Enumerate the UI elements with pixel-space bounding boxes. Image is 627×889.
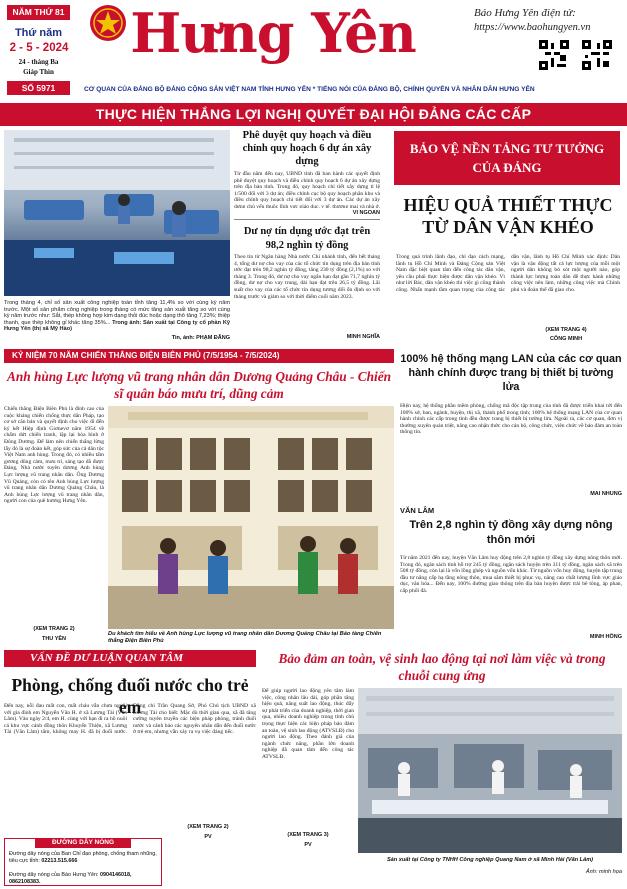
ideology-section-box: [394, 131, 620, 185]
safety-photo-credit: Ảnh: minh họa: [585, 869, 622, 875]
hotline-box: [4, 838, 162, 886]
lending-author: MINH NGHĨA: [346, 334, 380, 340]
dien-bien-body: Chiến thắng Điện Biên Phủ là đỉnh cao của cuộc kháng chiến chống thực dân Pháp, tạo cơ sở căn bản và quyết định cho việc đi đến ký kết Hiệp định Giơnevơ năm 1954 về chấm dứt chiến tranh, lập lại hòa bình ở Đông Dương. Để làm nên chiến thắng lừng lẫy đó là sự đoàn kết, góp sức của cả dân tộc Việt Nam anh hùng. Trong đó, có nhiều tấm gương dũng cảm, mưu trí, sáng tạo đã được Đảng, Nhà nước tuyên dương Anh hùng Lực lượng vũ trang nhân dân. Ông Dương Vũ Quảng, còn có tên Anh hùng Lực lượng vũ trang nhân dân Dương Quảng Châu, là Anh hùng Lực lượng vũ trang nhân dân, người con của quê hương Hưng Yên.: [4, 406, 104, 505]
museum-photo-caption: Du khách tìm hiểu về Anh hùng Lực lượng vũ trang nhân dân Dương Quảng Châu tại Bảo tàng Chiến thắng Điện Biên Phủ: [108, 631, 382, 644]
qr-code-icon: [539, 40, 569, 70]
opinion-see-page: (XEM TRANG 2): [187, 824, 229, 830]
hotline-line2: [9, 872, 159, 885]
dien-bien-author: THU YÊN: [41, 636, 67, 642]
photo-caption: [4, 300, 230, 333]
opinion-author: PV: [204, 834, 212, 840]
safety-photo-caption: Sản xuất tại Công ty TNHH Công nghiệp Quang Nam ở xã Minh Hải (Văn Lâm): [386, 857, 594, 863]
opinion-body: Đến nay, nỗi đau mất con, mất cháu vẫn chưa nguôi với gia đình em Nguyễn Văn H. ở xã Lương Tài (Văn Lâm). Vào ngày 2/4, em H. cùng với bạn đi ra hồ nuôi cá khu vực cánh đồng thôn Khuyến Thiện, xã Lương Tài (Văn Lâm) tắm, không may H. đã bị đuối nước. Đồng chí Trần Quang Sở, Phó Chủ tịch UBND xã Lương Tài cho biết: Mặc dù thời gian qua, xã đã tăng cường tuyên truyền các biện pháp phòng, tránh đuối nước và cảnh báo các nguyên nhân dẫn đến đuối nước ở trẻ em, nhưng vẫn xảy ra vụ việc đáng tiếc.: [4, 703, 256, 736]
hotline-line1: [9, 851, 159, 864]
hotline-line1-number: 02213.515.666: [41, 857, 78, 864]
planning-author: VI NGOAN: [352, 210, 380, 216]
factory-photo: [4, 130, 230, 296]
safety-author: PV: [304, 842, 312, 848]
dien-bien-see-page: (XEM TRANG 2): [33, 626, 75, 632]
lending-title: Dư nợ tín dụng ước đạt trên 98,2 nghìn tỷ đồng: [243, 226, 371, 251]
party-emblem-icon: [89, 4, 127, 42]
museum-photo: [108, 406, 394, 629]
ideology-see-page: (XEM TRANG 4): [545, 327, 587, 333]
factory-safety-photo: [358, 688, 622, 853]
safety-see-page: (XEM TRANG 3): [287, 832, 329, 838]
caption-bold: Trong ảnh: Sản xuất tại Công ty cổ phần Kỹ Hưng Yên (thị xã Mỹ Hào): [4, 319, 230, 333]
weekday: Thứ năm: [14, 27, 63, 39]
banner-title: THỰC HIỆN THẮNG LỢI NGHỊ QUYẾT ĐẠI HỘI ĐẢNG CÁC CẤP: [0, 103, 627, 126]
van-lam-body: Từ năm 2021 đến nay, huyện Văn Lâm huy động trên 2,8 nghìn tỷ đồng xây dựng nông thôn mới. Trong đó, ngân sách tỉnh hỗ trợ 245 tỷ đồng, ngân sách huyện trên 311 tỷ đồng, ngân sách xã trên 508 tỷ đồng, còn lại là vốn lồng ghép và nguồn vốn khác. Từ nguồn vốn huy động, huyện tập trung đầu tư nâng cấp hạ tầng nông thôn, mua sắm thiết bị phục vụ, nâng cao chất lượng lĩnh vực giáo dục, văn hóa... Đến nay, 100% đường giao thông trên địa bàn huyện được trải bê tông, áp phan, cấp phối đá.: [400, 555, 622, 594]
lan-title: 100% hệ thống mạng LAN của các cơ quan hành chính được trang bị thiết bị tường lửa: [400, 353, 622, 393]
dien-bien-title: Anh hùng Lực lượng vũ trang nhân dân Dương Quảng Châu - Chiến sĩ quân báo mưu trí, dũng cảm: [6, 369, 392, 401]
lending-body: Theo tin từ Ngân hàng Nhà nước Chi nhánh tỉnh, đến hết tháng 4, tổng dư nợ cho vay của các tổ chức tín dụng trên địa bàn tỉnh ước đạt trên 98,2 nghìn tỷ đồng, tăng 230 tỷ đồng (2,1%) so với tháng 3. Trong đó, dư nợ cho vay ngắn hạn đạt gần 71,7 nghìn tỷ đồng, dư nợ cho vay trung, dài hạn đạt trên 26,5 tỷ đồng. Lãi suất cho vay của các tổ chức tín dụng tương đối ổn định so với tháng trước và giảm so với thời điểm cuối năm 2023.: [234, 254, 380, 300]
hotline-line2-label: Đường dây nóng của Báo Hưng Yên:: [9, 872, 99, 878]
lan-author: MAI NHUNG: [590, 491, 622, 497]
lunar-date-line2: Giáp Thìn: [23, 68, 54, 76]
lan-body: Hiện nay, hệ thống phần mềm phòng, chống mã độc tập trung của tỉnh đã được triển khai tới đến 100% sở, ban, ngành, huyện, thị xã, thành phố trong tỉnh; 100% hệ thống mạng LAN của cơ quan hành chính các cấp trong tỉnh đều được trang bị thiết bị tường lửa. Ngoài ra, các cơ quan, đơn vị thường xuyên quán triệt, nâng cao nhận thức cho cán bộ, công chức, viên chức về bảo đảm an toàn thông tin.: [400, 403, 622, 436]
safety-body: Để giúp người lao động yên tâm làm việc, công nhân lâu dài, góp phần tăng hiệu quả, năng suất lao động, thúc đẩy sự phát triển của doanh nghiệp, thời gian qua, nhiều doanh nghiệp trong tỉnh chủ trọng thực hiện các biện pháp bảo đảm an toàn, vệ sinh lao động (ATVSLĐ) cho người lao động. Theo đánh giá của ngành chức năng, phần lớn doanh nghiệp đã quan tâm đến công tác ATVSLĐ.: [262, 688, 354, 760]
masthead: [0, 0, 627, 106]
e-paper-label: Báo Hưng Yên điện tử:: [474, 7, 576, 19]
website-link[interactable]: https://www.baohungyen.vn: [474, 22, 591, 33]
ideology-section-label: BẢO VỆ NỀN TẢNG TƯ TƯỞNG CỦA ĐẢNG: [409, 141, 605, 175]
planning-title: Phê duyệt quy hoạch và điều chỉnh quy hoạch 6 dự án xây dựng: [242, 130, 372, 167]
hotline-line2-number: 0904146018, 0862108383.: [9, 872, 132, 885]
ideology-title: HIỆU QUẢ THIẾT THỰC TỪ DÂN VẬN KHÉO: [403, 195, 613, 237]
hotline-line1-label: Đường dây nóng của Ban Chỉ đạo phòng, chống tham nhũng, tiêu cực tỉnh:: [9, 851, 157, 864]
van-lam-title: Trên 2,8 nghìn tỷ đồng xây dựng nông thôn mới: [409, 519, 613, 546]
ideology-body: Trong quá trình lãnh đạo, chỉ đạo cách mạng, lãnh tụ Hồ Chí Minh và Đảng Cộng sản Việt Nam đặc biệt quan tâm đến công tác dân vận, yêu cầu phải thực hiện được dân vận khéo. Vì như lời Bác, dân vận khéo thì việc gì cũng thành công. Nhấn mạnh tầm quan trọng của công tác dân vận, lãnh tụ Hồ Chí Minh xác định: Dân vận là vận động tất cả lực lượng của mỗi một người dân không bỏ sót một người nào, góp thành lực lượng toàn dân để thực hành những công việc nên làm, những công việc mà Chính phủ và đoàn thể đã giao cho.: [396, 254, 620, 293]
issue-year: NĂM THỨ 81: [7, 5, 70, 20]
qr-code-icon: [582, 40, 612, 70]
lunar-date-line1: 24 - tháng Ba: [18, 58, 59, 66]
safety-title: Bảo đảm an toàn, vệ sinh lao động tại nơi làm việc và trong chuỗi cung ứng: [278, 651, 606, 683]
site-logo: Hưng Yên: [130, 1, 416, 65]
issue-number: SỐ 5971: [7, 81, 70, 95]
van-lam-kicker: VĂN LÂM: [400, 506, 435, 515]
dien-bien-band: KỶ NIỆM 70 NĂM CHIẾN THẮNG ĐIỆN BIÊN PHỦ (7/5/1954 - 7/5/2024): [4, 349, 394, 363]
planning-body: Từ đầu năm đến nay, UBND tỉnh đã ban hành các quyết định phê duyệt quy hoạch và điều chỉnh quy hoạch 6 dự án xây dựng trên địa bàn tỉnh. Trong đó, quy hoạch chi tiết xây dựng tỉ lệ 1/500 đối với 3 dự án; điều chỉnh cục bộ quy hoạch phân khu và điều chỉnh quy hoạch chi tiết đối với 3 dự án. Các dự án xây dựng chủ yếu thuộc lĩnh vực giáo dục, y tế, thương mại và nhà ở.: [234, 171, 380, 208]
tagline: CƠ QUAN CỦA ĐẢNG BỘ ĐẢNG CỘNG SẢN VIỆT NAM TỈNH HƯNG YÊN * TIẾNG NÓI CỦA ĐẢNG BỘ, CHÍNH QUYỀN VÀ NHÂN DÂN HƯNG YÊN: [84, 86, 535, 93]
photo-credit: Tin, ảnh: PHẠM ĐĂNG: [171, 335, 230, 341]
caption-text: Trong tháng 4, chỉ số sản xuất công nghiệp toàn tỉnh tăng 11,4% so với cùng kỳ năm trước. Một số sản phẩm công nghiệp trong tháng có mức tăng sản xuất tăng so với cùng kỳ năm trước như: Sắt, thép không hợp kim dạng thỏi đúc hoặc dạng thô tăng 7,23%; thiệp thanh, que thép không gỉ khác tăng 35%...: [4, 300, 230, 326]
divider: [234, 219, 380, 220]
opinion-section: VẤN ĐỀ DƯ LUẬN QUAN TÂM: [4, 650, 256, 667]
van-lam-author: MINH HỒNG: [589, 634, 622, 640]
issue-date: 2 - 5 - 2024: [9, 42, 69, 54]
opinion-title: Phòng, chống đuối nước cho trẻ em: [11, 675, 249, 717]
ideology-author: CÔNG MINH: [549, 336, 583, 342]
hotline-title: ĐƯỜNG DÂY NÓNG: [35, 838, 131, 848]
